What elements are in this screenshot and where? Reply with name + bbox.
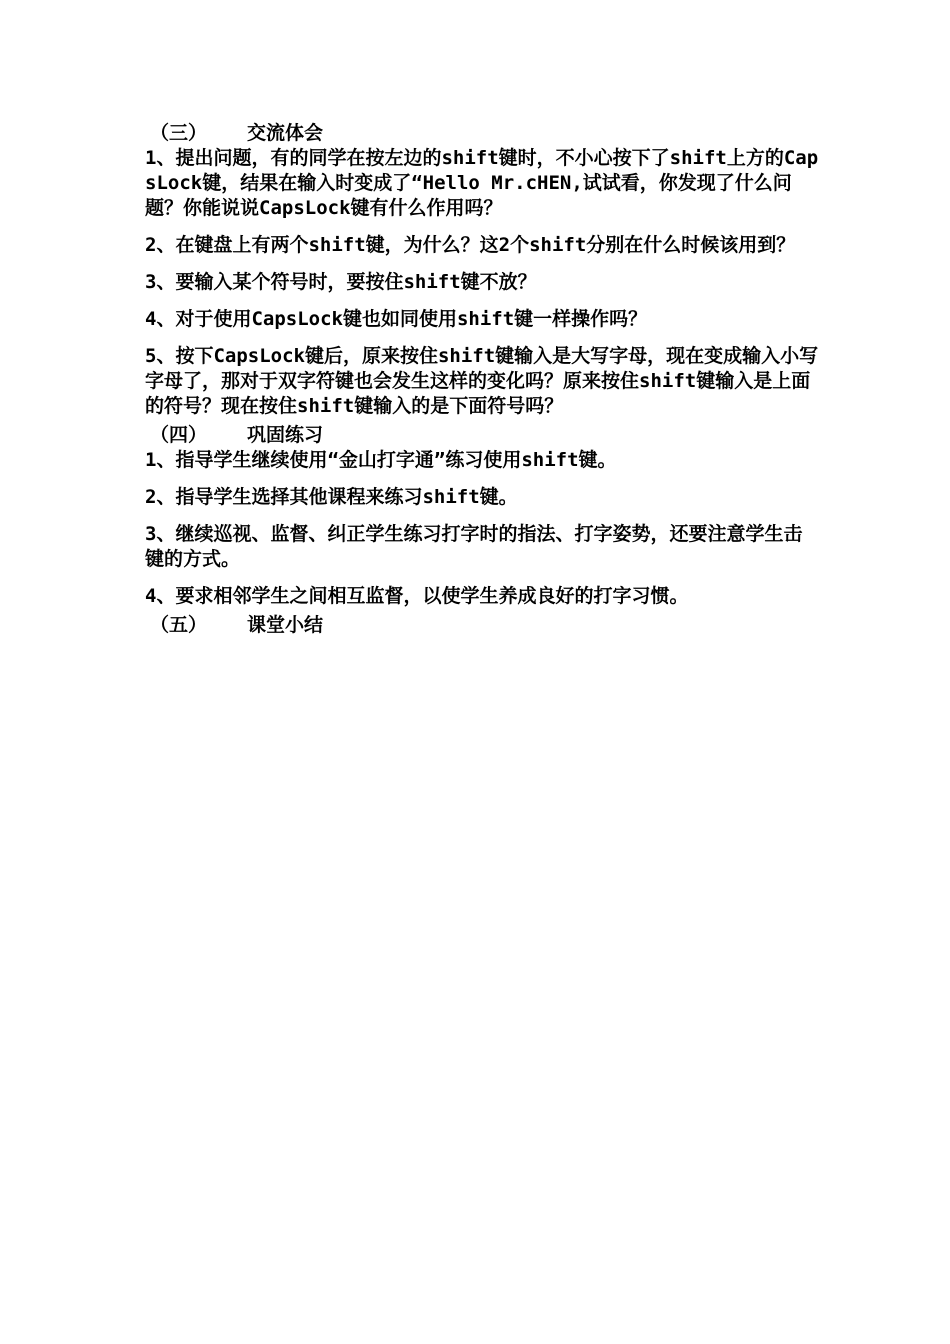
- section-heading-4: [145, 423, 820, 448]
- section-heading-3: [145, 121, 820, 146]
- paragraph-4-1: 1、指导学生继续使用“金山打字通”练习使用shift键。: [145, 449, 617, 471]
- paragraph-3-3: 3、要输入某个符号时，要按住shift键不放？: [145, 271, 537, 293]
- section-heading-5: [145, 613, 820, 638]
- paragraph-3-1: 1、提出问题，有的同学在按左边的shift键时，不小心按下了shift上方的CapsLock键，结果在输入时变成了“Hello Mr.cHEN,试试看，你发现了什么问题？你能说说CapsLock键有什么作用吗？: [145, 147, 819, 219]
- section-number: （三）: [150, 122, 208, 144]
- section-title: 课堂小结: [247, 614, 324, 636]
- paragraph-4-4: 4、要求相邻学生之间相互监督，以使学生养成良好的打字习惯。: [145, 585, 689, 607]
- paragraph-4-3: 3、继续巡视、监督、纠正学生练习打字时的指法、打字姿势，还要注意学生击键的方式。: [145, 523, 803, 570]
- paragraph-3-2: 2、在键盘上有两个shift键，为什么？这2个shift分别在什么时候该用到？: [145, 234, 796, 256]
- document-body: [145, 121, 820, 638]
- section-number: （五）: [150, 614, 208, 636]
- paragraph-3-5: 5、按下CapsLock键后，原来按住shift键输入是大写字母，现在变成输入小写字母了，那对于双字符键也会发生这样的变化吗？原来按住shift键输入是上面的符号？现在按住shift键输入的是下面符号吗？: [145, 345, 819, 417]
- paragraph-3-4: 4、对于使用CapsLock键也如同使用shift键一样操作吗？: [145, 308, 648, 330]
- section-number: （四）: [150, 424, 208, 446]
- section-title: 巩固练习: [247, 424, 324, 446]
- section-title: 交流体会: [247, 122, 324, 144]
- paragraph-4-2: 2、指导学生选择其他课程来练习shift键。: [145, 486, 518, 508]
